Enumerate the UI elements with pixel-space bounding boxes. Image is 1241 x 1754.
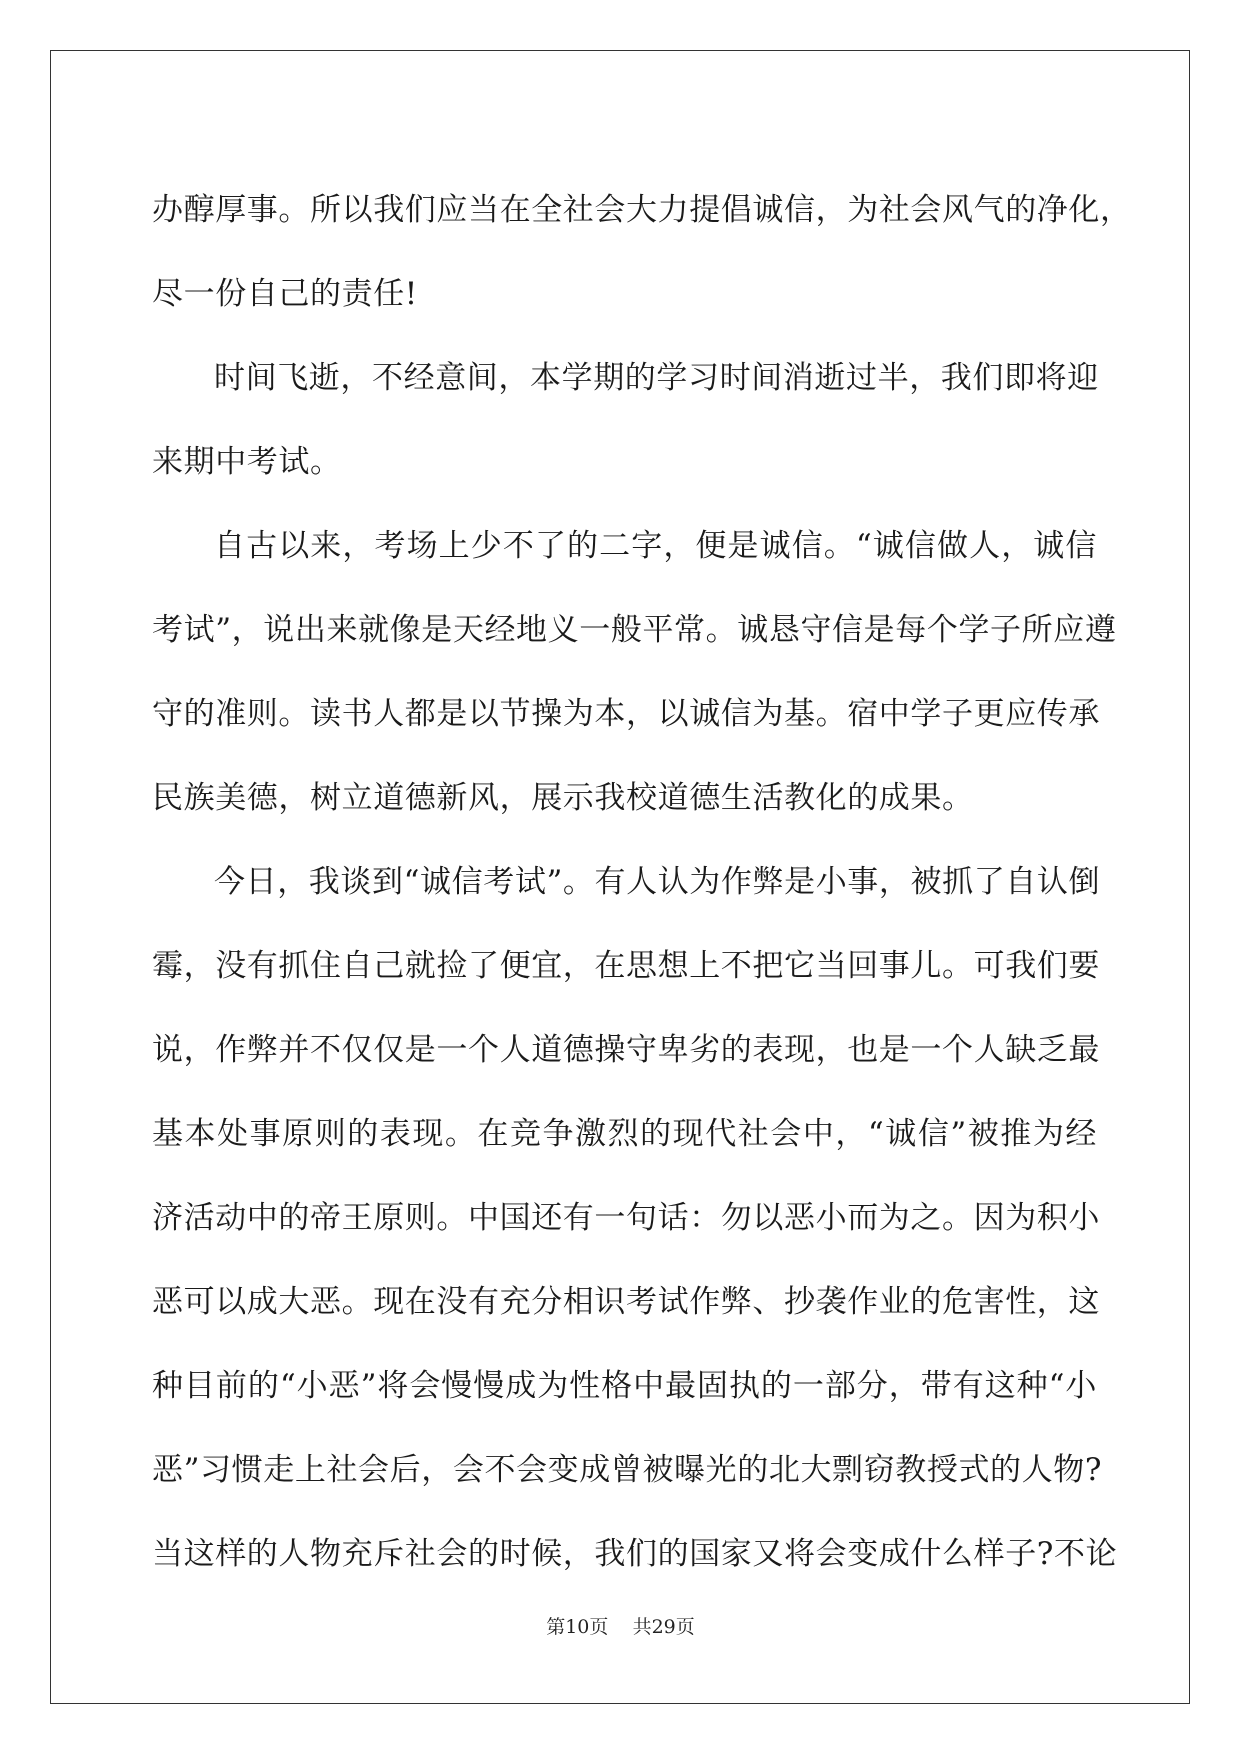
text-line: 种目前的“小恶”将会慢慢成为性格中最固执的一部分，带有这种“小 (152, 1368, 1097, 1404)
text-line: 今日，我谈到“诚信考试”。有人认为作弊是小事，被抓了自认倒 (214, 864, 1101, 900)
text-line: 当这样的人物充斥社会的时候，我们的国家又将会变成什么样子?不论 (152, 1536, 1118, 1572)
text-line: 办醇厚事。所以我们应当在全社会大力提倡诚信，为社会风气的净化， (152, 192, 1132, 228)
text-line: 尽一份自己的责任! (152, 276, 418, 312)
text-line: 考试”，说出来就像是天经地义一般平常。诚恳守信是每个学子所应遵 (152, 612, 1117, 648)
text-line: 民族美德，树立道德新风，展示我校道德生活教化的成果。 (152, 780, 974, 816)
page-footer (0, 1612, 1241, 1639)
text-line: 济活动中的帝王原则。中国还有一句话：勿以恶小而为之。因为积小 (152, 1200, 1100, 1236)
text-line: 来期中考试。 (152, 444, 342, 480)
text-line: 时间飞逝，不经意间，本学期的学习时间消逝过半，我们即将迎 (214, 360, 1099, 396)
text-line: 说，作弊并不仅仅是一个人道德操守卑劣的表现，也是一个人缺乏最 (152, 1032, 1100, 1068)
text-line: 恶可以成大恶。现在没有充分相识考试作弊、抄袭作业的危害性，这 (152, 1284, 1100, 1320)
body-text (152, 168, 1132, 1596)
text-line: 基本处事原则的表现。在竞争激烈的现代社会中，“诚信”被推为经 (152, 1116, 1097, 1152)
current-page-label: 第10页 (546, 1616, 609, 1638)
text-line: 霉，没有抓住自己就捡了便宜，在思想上不把它当回事儿。可我们要 (152, 948, 1100, 984)
text-line: 守的准则。读书人都是以节操为本，以诚信为基。宿中学子更应传承 (152, 696, 1100, 732)
total-pages-label: 共29页 (632, 1616, 695, 1638)
text-line: 恶”习惯走上社会后，会不会变成曾被曝光的北大剽窃教授式的人物? (152, 1452, 1103, 1488)
text-line: 自古以来，考场上少不了的二字，便是诚信。“诚信做人，诚信 (214, 528, 1097, 564)
